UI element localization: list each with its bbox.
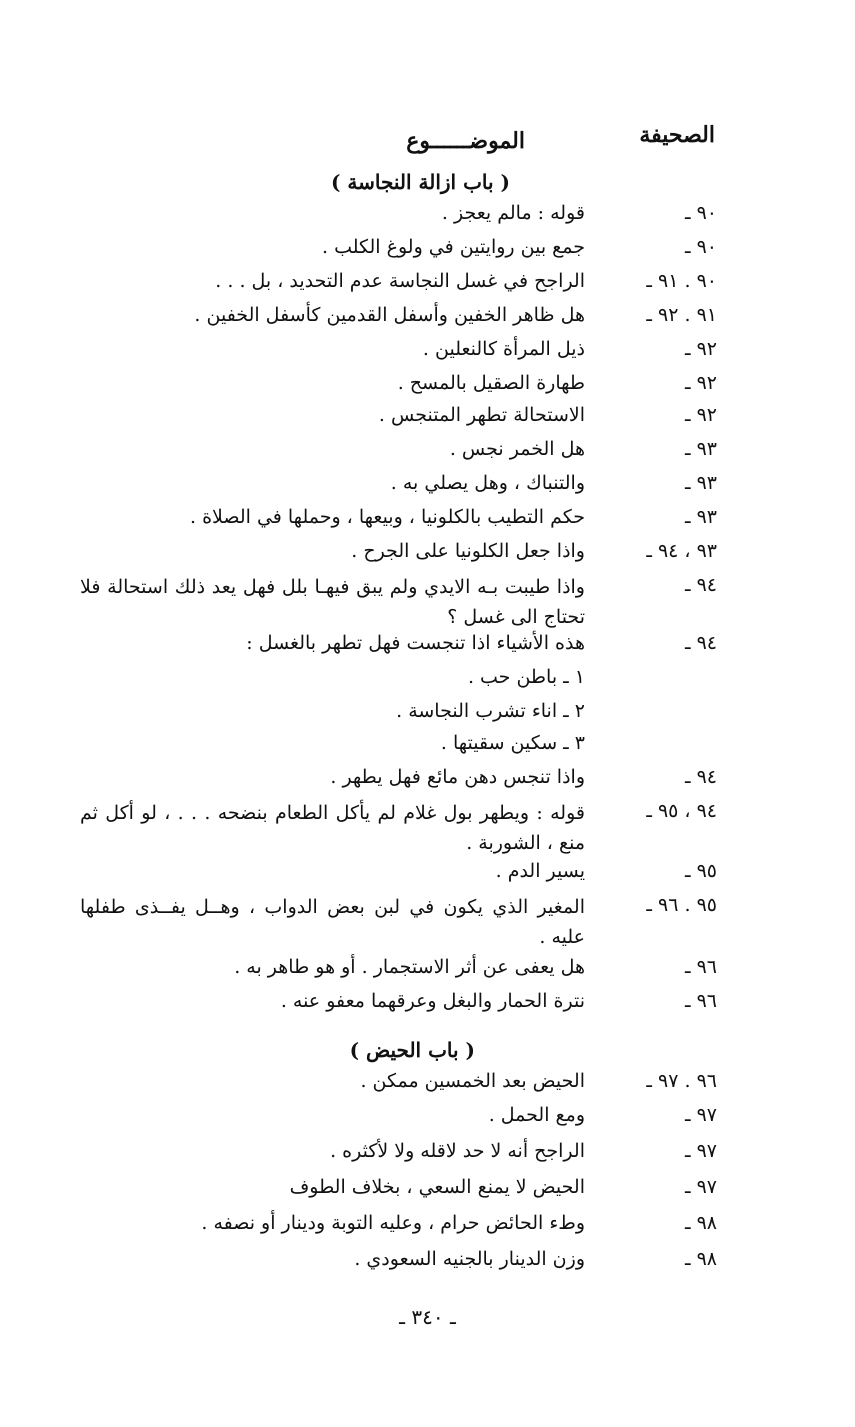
topic-text: وزن الدينار بالجنيه السعودي . xyxy=(354,1248,585,1270)
page-ref: ٩٤ ـ xyxy=(684,574,717,596)
index-row xyxy=(0,632,855,666)
topic-text: نترة الحمار والبغل وعرقهما معفو عنه . xyxy=(280,990,585,1012)
page-ref: ٩٨ ـ xyxy=(684,1212,717,1234)
topic-column-header: الموضــــــوع xyxy=(406,128,525,154)
topic-text-inner: واذا طيبت بـه الايدي ولم يبق فيهـا بلل فهل يعد ذلك استحالة فلا تحتاج الى غسل ؟ xyxy=(80,576,585,628)
topic-text: الحيض بعد الخمسين ممكن . xyxy=(360,1070,585,1092)
page-ref: ٩٦ ـ xyxy=(684,990,717,1012)
sub-item: ١ ـ باطن حب . xyxy=(467,666,585,688)
index-row xyxy=(0,1176,855,1210)
index-row xyxy=(0,438,855,472)
page-ref: ٩٧ ـ xyxy=(684,1176,717,1198)
index-row xyxy=(0,1248,855,1282)
page-ref: ٩٤ ، ٩٥ ـ xyxy=(646,800,717,822)
topic-text: الاستحالة تطهر المتنجس . xyxy=(378,404,585,426)
page-number: ـ ٣٤٠ ـ xyxy=(399,1305,456,1329)
page-ref: ٩٦ ـ xyxy=(684,956,717,978)
page-ref: ٩١ . ٩٢ ـ xyxy=(646,304,717,326)
index-row xyxy=(0,338,855,372)
index-row xyxy=(0,404,855,438)
page-ref: ٩٣ ، ٩٤ ـ xyxy=(646,540,717,562)
index-row xyxy=(0,1104,855,1138)
index-row xyxy=(0,990,855,1024)
page-ref: ٩٠ ـ xyxy=(684,202,717,224)
page-ref: ٩٠ . ٩١ ـ xyxy=(646,270,717,292)
topic-text xyxy=(80,892,715,952)
topic-text: والتنباك ، وهل يصلي به . xyxy=(390,472,585,494)
topic-text-inner: المغير الذي يكون في لبن بعض الدواب ، وهــل يفــذى طفلها عليه . xyxy=(80,896,585,948)
index-row xyxy=(0,1212,855,1246)
topic-text: ذيل المرأة كالنعلين . xyxy=(422,338,585,360)
topic-text: هل يعفى عن أثر الاستجمار . أو هو طاهر به . xyxy=(234,956,585,978)
index-row xyxy=(0,732,855,766)
page-ref: ٩٤ ـ xyxy=(684,766,717,788)
index-row xyxy=(0,270,855,304)
page-ref: ٩٤ ـ xyxy=(684,632,717,654)
topic-text: هذه الأشياء اذا تنجست فهل تطهر بالغسل : xyxy=(246,632,585,654)
index-row xyxy=(0,860,855,894)
topic-text: واذا تنجس دهن مائع فهل يطهر . xyxy=(330,766,585,788)
sub-item: ٣ ـ سكين سقيتها . xyxy=(440,732,585,754)
page-ref: ٩٧ ـ xyxy=(684,1104,717,1126)
topic-text: هل ظاهر الخفين وأسفل القدمين كأسفل الخفين . xyxy=(194,304,585,326)
page-ref: ٩٣ ـ xyxy=(684,438,717,460)
topic-text: ومع الحمل . xyxy=(488,1104,585,1126)
topic-text xyxy=(80,798,715,858)
topic-text: الراجح أنه لا حد لاقله ولا لأكثره . xyxy=(330,1140,585,1162)
section-title-hayd: ( باب الحيض ) xyxy=(349,1038,475,1062)
topic-text: جمع بين روايتين في ولوغ الكلب . xyxy=(322,236,585,258)
page-ref: ٩٣ ـ xyxy=(684,506,717,528)
index-row xyxy=(0,894,855,958)
topic-text: طهارة الصقيل بالمسح . xyxy=(397,372,585,394)
index-row xyxy=(0,1140,855,1174)
topic-text: يسير الدم . xyxy=(495,860,585,882)
page-ref: ٩٣ ـ xyxy=(684,472,717,494)
index-row xyxy=(0,766,855,800)
index-row xyxy=(0,202,855,236)
sub-item: ٢ ـ اناء تشرب النجاسة . xyxy=(396,700,585,722)
page-ref: ٩٥ . ٩٦ ـ xyxy=(646,894,717,916)
topic-text: الراجح في غسل النجاسة عدم التحديد ، بل . . . xyxy=(215,270,585,292)
page-ref: ٩٢ ـ xyxy=(684,338,717,360)
index-row xyxy=(0,236,855,270)
index-row xyxy=(0,1070,855,1104)
index-row xyxy=(0,666,855,700)
topic-text: هل الخمر نجس . xyxy=(449,438,585,460)
index-row xyxy=(0,472,855,506)
page-ref: ٩٢ ـ xyxy=(684,372,717,394)
topic-text: واذا جعل الكلونيا على الجرح . xyxy=(351,540,585,562)
page-column-header: الصحيفة xyxy=(639,122,715,148)
page-ref: ٩٠ ـ xyxy=(684,236,717,258)
index-row xyxy=(0,956,855,990)
page-ref: ٩٢ ـ xyxy=(684,404,717,426)
page-ref: ٩٥ ـ xyxy=(684,860,717,882)
page-ref: ٩٨ ـ xyxy=(684,1248,717,1270)
index-row xyxy=(0,372,855,406)
index-row xyxy=(0,700,855,734)
index-row xyxy=(0,800,855,864)
index-row xyxy=(0,540,855,574)
topic-text: الحيض لا يمنع السعي ، بخلاف الطوف xyxy=(289,1176,585,1198)
topic-text: قوله : مالم يعجز . xyxy=(441,202,585,224)
topic-text xyxy=(80,572,715,632)
index-row xyxy=(0,574,855,638)
topic-text: وطء الحائض حرام ، وعليه التوبة ودينار أو نصفه . xyxy=(201,1212,585,1234)
page-ref: ٩٧ ـ xyxy=(684,1140,717,1162)
section-title-najasa: ( باب ازالة النجاسة ) xyxy=(330,170,510,194)
topic-text: حكم التطيب بالكلونيا ، وبيعها ، وحملها في الصلاة . xyxy=(189,506,585,528)
index-row xyxy=(0,304,855,338)
topic-text-inner: قوله : ويطهر بول غلام لم يأكل الطعام بنضحه . . . ، لو أكل ثم منع ، الشوربة . xyxy=(80,802,585,854)
page-ref: ٩٦ . ٩٧ ـ xyxy=(646,1070,717,1092)
index-row xyxy=(0,506,855,540)
